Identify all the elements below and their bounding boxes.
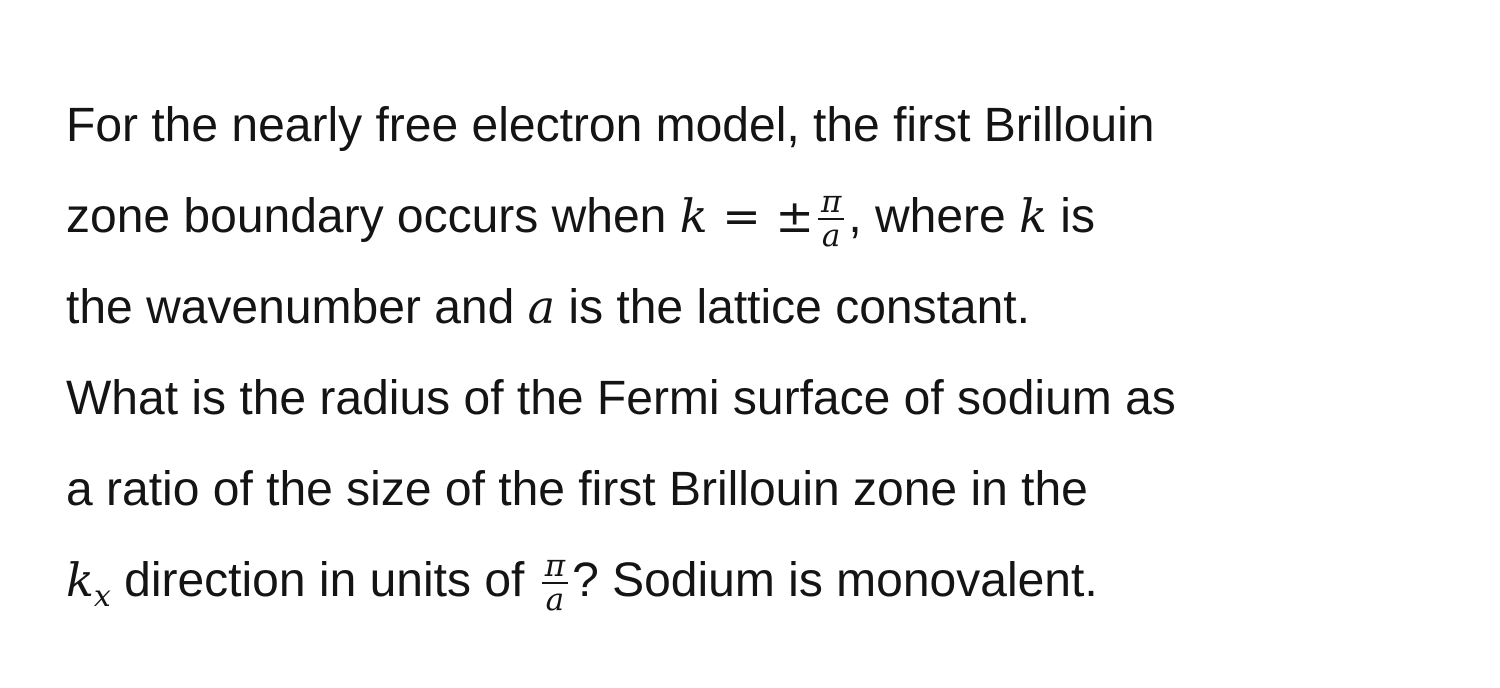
line-1 bbox=[66, 80, 1446, 171]
math-k: k bbox=[679, 189, 708, 243]
text-segment: direction in units of bbox=[110, 554, 538, 607]
math-k: k bbox=[66, 553, 94, 607]
line-5 bbox=[66, 444, 1446, 535]
fraction-numerator: π bbox=[542, 550, 568, 584]
fraction-denominator: a bbox=[545, 582, 565, 619]
question-text bbox=[66, 80, 1446, 626]
text-segment: a ratio of the size of the first Brillouin zone in the bbox=[66, 463, 1088, 516]
fraction-denominator: a bbox=[821, 218, 841, 255]
text-segment: the wavenumber and bbox=[66, 281, 528, 334]
text-segment: What is the radius of the Fermi surface of sodium as bbox=[66, 372, 1176, 425]
math-a: a bbox=[527, 280, 556, 334]
line-2 bbox=[66, 171, 1446, 262]
math-equals-pm: = ± bbox=[707, 189, 814, 243]
text-segment: , where bbox=[848, 190, 1020, 243]
fraction-numerator: π bbox=[818, 186, 844, 220]
line-6 bbox=[66, 535, 1446, 626]
math-k: k bbox=[1019, 189, 1047, 243]
text-segment: For the nearly free electron model, the first Brillouin bbox=[66, 99, 1155, 152]
line-3 bbox=[66, 262, 1446, 353]
text-segment: ? Sodium is monovalent. bbox=[572, 554, 1098, 607]
math-fraction-pi-over-a bbox=[542, 548, 568, 619]
text-segment: is the lattice constant. bbox=[555, 281, 1030, 334]
text-segment: zone boundary occurs when bbox=[66, 190, 680, 243]
math-fraction-pi-over-a bbox=[818, 184, 844, 255]
line-4 bbox=[66, 353, 1446, 444]
math-subscript-x: x bbox=[93, 579, 111, 614]
text-segment: is bbox=[1046, 190, 1095, 243]
